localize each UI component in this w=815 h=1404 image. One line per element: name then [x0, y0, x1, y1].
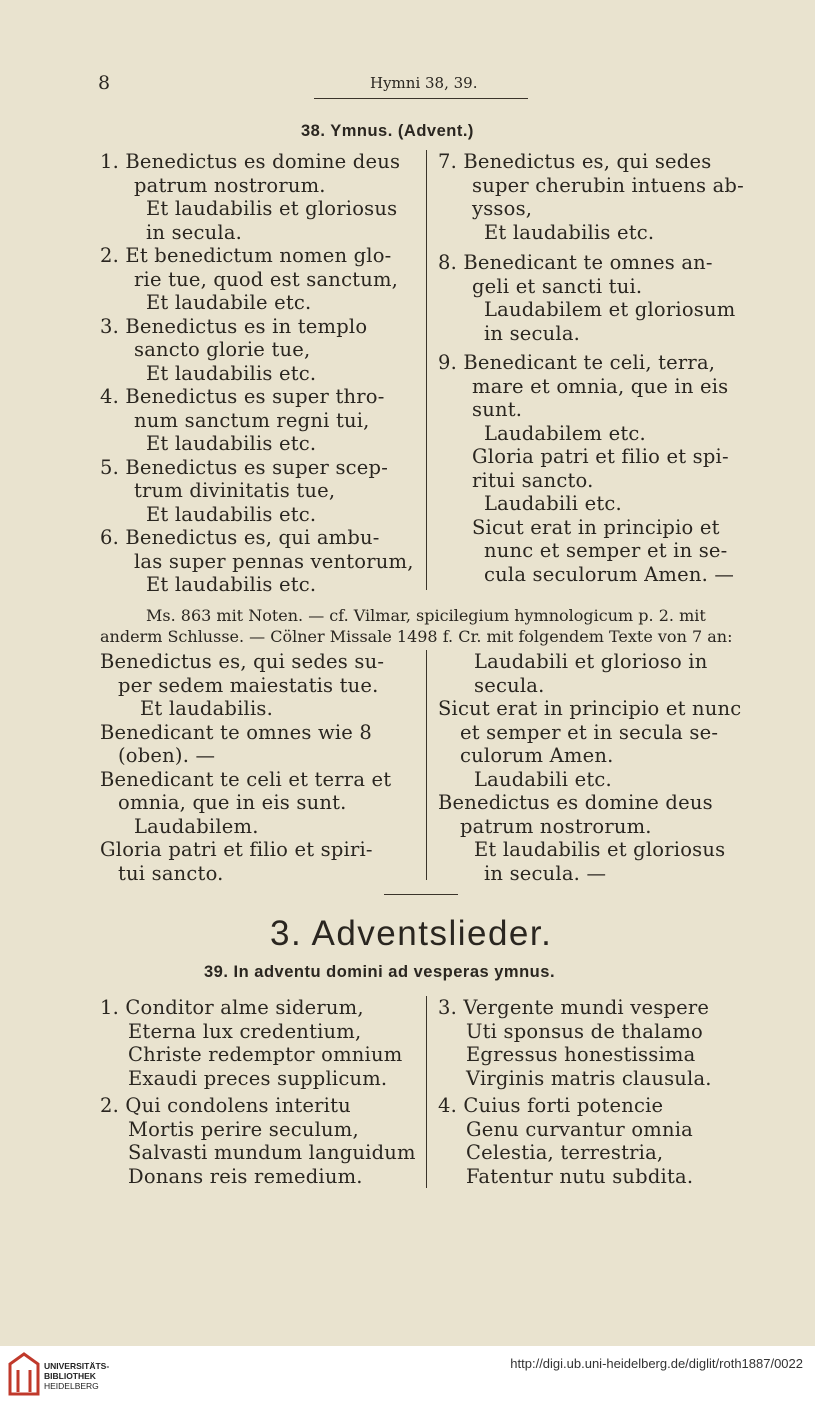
- verse-line: Genu curvantur omnia: [466, 1117, 694, 1141]
- verse-line: Virginis matris clausula.: [466, 1066, 712, 1090]
- verse-line: Et laudabilis etc.: [146, 361, 317, 385]
- verse-line: las super pennas ventorum,: [134, 549, 414, 573]
- verse-line: Et laudabilis.: [140, 697, 273, 720]
- verse-line: Eterna lux credentium,: [128, 1019, 362, 1043]
- column-divider: [426, 996, 427, 1188]
- verse-line: in secula. —: [484, 861, 607, 885]
- verse-line: Mortis perire seculum,: [128, 1117, 359, 1141]
- hymn-39-right-column: [438, 996, 712, 1188]
- verse-line: Sicut erat in principio et: [472, 515, 720, 539]
- verse-line: 9. Benedicant te celi, terra,: [438, 351, 716, 374]
- section-separator: [384, 894, 458, 895]
- verse-line: Laudabili etc.: [474, 767, 612, 791]
- viewer-footer: [0, 1346, 815, 1404]
- verse-line: Et laudabile etc.: [146, 291, 312, 314]
- verse-line: per sedem maiestatis tue.: [118, 673, 379, 697]
- verse-line: omnia, que in eis sunt.: [118, 791, 347, 814]
- verse-line: culorum Amen.: [460, 744, 614, 767]
- verse-line: rie tue, quod est sanctum,: [134, 267, 399, 291]
- verse-line: 8. Benedicant te omnes an-: [438, 251, 713, 274]
- verse-line: in secula.: [146, 220, 243, 244]
- verse-line: 4. Benedictus es super thro-: [100, 385, 385, 408]
- verse-line: Exaudi preces supplicum.: [128, 1066, 388, 1090]
- verse-line: secula.: [474, 673, 545, 697]
- running-title: Hymni 38, 39.: [370, 74, 478, 92]
- verse-line: in secula.: [484, 321, 581, 345]
- verse-line: Gloria patri et filio et spi-: [472, 445, 729, 468]
- verse-line: Laudabili etc.: [484, 492, 622, 515]
- verse-line: 1. Conditor alme siderum,: [100, 996, 364, 1019]
- verse-line: Benedicant te celi et terra et: [100, 767, 392, 791]
- page-number: 8: [98, 72, 111, 94]
- verse-line: et semper et in secula se-: [460, 720, 719, 744]
- hymn-39-left-column: [100, 996, 416, 1188]
- verse-line: Christe redemptor omnium: [128, 1043, 403, 1066]
- note-line-1: Ms. 863 mit Noten. — cf. Vilmar, spicilegium hymnologicum p. 2. mit: [146, 606, 706, 625]
- verse-line: 7. Benedictus es, qui sedes: [438, 150, 712, 173]
- verse-line: Sicut erat in principio et nunc: [438, 697, 742, 720]
- verse-line: Et laudabilis et gloriosus: [146, 197, 398, 220]
- verse-line: Laudabilem.: [134, 814, 259, 838]
- verse-line: num sanctum regni tui,: [134, 408, 370, 432]
- verse-line: Et laudabilis etc.: [484, 220, 655, 244]
- verse-line: Et laudabilis etc.: [146, 432, 317, 455]
- verse-line: Et laudabilis etc.: [146, 502, 317, 526]
- verse-line: tui sancto.: [118, 861, 224, 885]
- verse-line: 2. Et benedictum nomen glo-: [100, 244, 392, 267]
- variant-right-column: [438, 650, 741, 885]
- logo-text-line1: UNIVERSITÄTS-: [44, 1361, 110, 1371]
- verse-line: super cherubin intuens ab-: [472, 173, 744, 197]
- verse-line: Laudabilem et gloriosum: [484, 298, 736, 321]
- hymn-38-right-column: [438, 150, 744, 586]
- verse-line: nunc et semper et in se-: [484, 539, 728, 562]
- hymn-38-title: 38. Ymnus. (Advent.): [301, 122, 474, 140]
- verse-line: geli et sancti tui.: [472, 274, 643, 298]
- verse-line: Benedictus es domine deus: [438, 791, 713, 814]
- note-line-2: anderm Schlusse. — Cölner Missale 1498 f. Cr. mit folgendem Texte von 7 an:: [100, 627, 733, 646]
- verse-line: Gloria patri et filio et spiri-: [100, 838, 373, 861]
- variant-left-column: [100, 650, 391, 885]
- verse-line: 6. Benedictus es, qui ambu-: [100, 526, 380, 549]
- verse-line: Laudabili et glorioso in: [474, 650, 708, 673]
- verse-line: cula seculorum Amen. —: [484, 562, 735, 586]
- library-logo-icon: [8, 1352, 40, 1396]
- verse-line: 2. Qui condolens interitu: [100, 1094, 351, 1117]
- verse-line: 3. Benedictus es in templo: [100, 314, 368, 338]
- verse-line: 5. Benedictus es super scep-: [100, 455, 389, 479]
- verse-line: Et laudabilis et gloriosus: [474, 838, 726, 861]
- page-url-link[interactable]: http://digi.ub.uni-heidelberg.de/diglit/roth1887/0022: [510, 1356, 803, 1371]
- verse-line: Donans reis remedium.: [128, 1164, 363, 1188]
- verse-line: (oben). —: [118, 744, 216, 767]
- verse-line: mare et omnia, que in eis: [472, 374, 729, 398]
- verse-line: trum divinitatis tue,: [134, 479, 336, 502]
- verse-line: sunt.: [472, 398, 523, 421]
- hymn-39-title: 39. In adventu domini ad vesperas ymnus.: [204, 963, 556, 981]
- verse-line: patrum nostrorum.: [134, 173, 326, 197]
- verse-line: Benedictus es, qui sedes su-: [100, 650, 385, 673]
- verse-line: patrum nostrorum.: [460, 814, 652, 838]
- verse-line: Uti sponsus de thalamo: [466, 1019, 704, 1043]
- verse-line: yssos,: [472, 197, 533, 220]
- verse-line: Fatentur nutu subdita.: [466, 1164, 694, 1188]
- verse-line: Celestia, terrestria,: [466, 1141, 664, 1164]
- header-rule: [314, 98, 528, 99]
- hymn-38-left-column: [100, 150, 414, 597]
- verse-line: Laudabilem etc.: [484, 421, 646, 445]
- column-divider: [426, 150, 427, 590]
- verse-line: Egressus honestissima: [466, 1043, 696, 1066]
- verse-line: sancto glorie tue,: [134, 338, 311, 361]
- verse-line: Et laudabilis etc.: [146, 573, 317, 596]
- logo-text-line2: BIBLIOTHEK: [44, 1371, 96, 1381]
- verse-line: 4. Cuius forti potencie: [438, 1094, 664, 1117]
- verse-line: ritui sancto.: [472, 468, 594, 492]
- verse-line: Salvasti mundum languidum: [128, 1141, 416, 1164]
- verse-line: 3. Vergente mundi vespere: [438, 996, 710, 1019]
- column-divider: [426, 650, 427, 880]
- verse-line: 1. Benedictus es domine deus: [100, 150, 401, 173]
- section-heading: 3. Adventslieder.: [270, 914, 553, 953]
- verse-line: Benedicant te omnes wie 8: [100, 720, 373, 744]
- logo-text-line3: HEIDELBERG: [44, 1381, 99, 1391]
